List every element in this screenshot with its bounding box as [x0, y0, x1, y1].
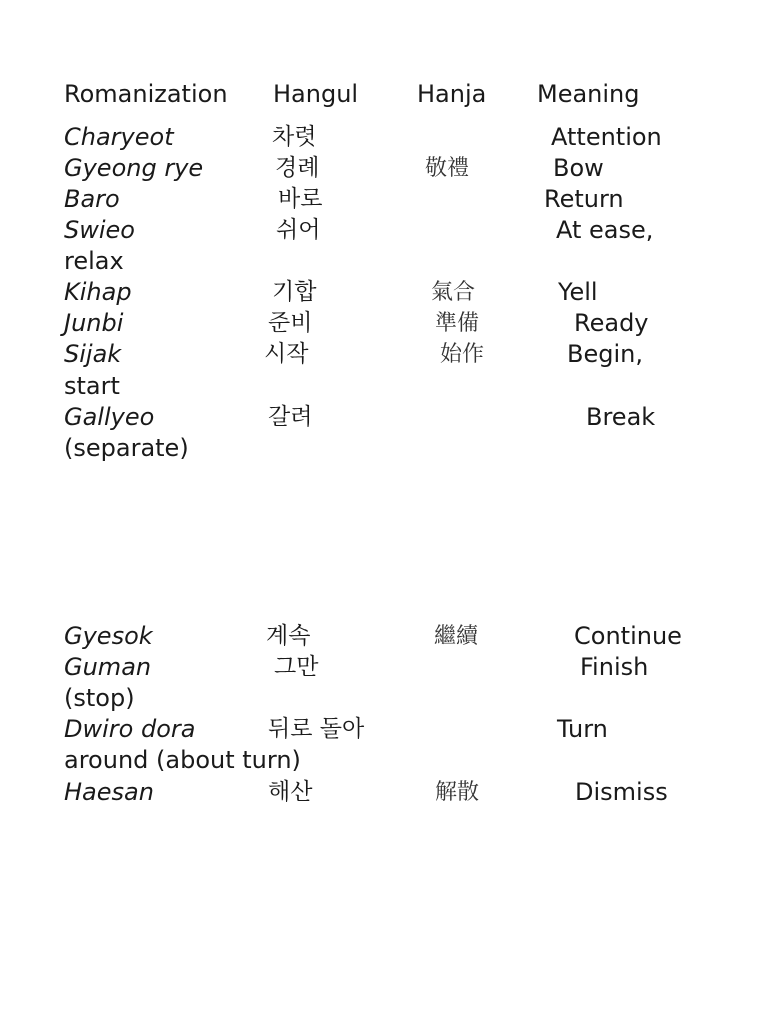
term-hangul: 차렷 — [272, 124, 317, 150]
term-hanja: 繼續 — [434, 624, 479, 649]
term-romanization: Junbi — [64, 309, 124, 337]
table-row — [0, 308, 768, 339]
table-row — [0, 184, 768, 215]
term-meaning: Dismiss — [575, 778, 668, 806]
header-romanization: Romanization — [64, 80, 228, 108]
term-hangul: 쉬어 — [276, 217, 321, 243]
term-hanja: 準備 — [435, 311, 480, 336]
term-meaning: Yell — [558, 278, 598, 306]
term-romanization: Guman — [64, 653, 152, 681]
term-hangul: 해산 — [268, 779, 313, 805]
table-row — [0, 402, 768, 433]
term-romanization: Kihap — [64, 278, 132, 306]
table-row — [0, 339, 768, 370]
term-meaning: Begin, — [567, 340, 643, 368]
term-hangul: 갈려 — [268, 404, 313, 430]
table-header — [0, 79, 768, 110]
term-meaning: Attention — [551, 123, 662, 151]
term-romanization: Dwiro dora — [64, 715, 196, 743]
term-meaning: Ready — [574, 309, 649, 337]
term-meaning: Break — [586, 403, 656, 431]
term-romanization: Swieo — [64, 216, 135, 244]
table-row-continuation — [0, 683, 768, 714]
term-meaning: Bow — [553, 154, 604, 182]
table-row — [0, 621, 768, 652]
table-row — [0, 215, 768, 246]
table-row — [0, 714, 768, 745]
term-romanization: Charyeot — [64, 123, 174, 151]
table-row — [0, 153, 768, 184]
term-hangul: 그만 — [274, 654, 319, 680]
term-meaning: Finish — [580, 653, 649, 681]
table-row — [0, 777, 768, 808]
term-meaning-continued: around (about turn) — [64, 746, 301, 774]
header-hanja: Hanja — [417, 80, 487, 108]
term-hanja: 氣合 — [431, 280, 476, 305]
table-row — [0, 652, 768, 683]
term-hangul: 시작 — [264, 341, 309, 367]
term-hangul: 준비 — [268, 310, 313, 336]
term-hanja: 解散 — [435, 780, 480, 805]
term-hangul: 계속 — [266, 623, 311, 649]
term-meaning-continued: relax — [64, 247, 124, 275]
term-romanization: Gallyeo — [64, 403, 155, 431]
table-row-continuation — [0, 745, 768, 776]
term-hangul: 뒤로 돌아 — [268, 716, 365, 742]
term-meaning: Turn — [557, 715, 608, 743]
term-romanization: Sijak — [64, 340, 122, 368]
table-row-continuation — [0, 246, 768, 277]
term-meaning: Return — [544, 185, 624, 213]
term-meaning: At ease, — [556, 216, 654, 244]
term-hangul: 경례 — [275, 155, 320, 181]
term-meaning-continued: start — [64, 372, 120, 400]
term-meaning-continued: (separate) — [64, 434, 189, 462]
term-romanization: Gyeong rye — [64, 154, 204, 182]
table-row-continuation — [0, 433, 768, 464]
table-row — [0, 277, 768, 308]
term-romanization: Haesan — [64, 778, 154, 806]
header-hangul: Hangul — [273, 80, 359, 108]
term-meaning-continued: (stop) — [64, 684, 135, 712]
term-hangul: 바로 — [278, 186, 323, 212]
term-romanization: Gyesok — [64, 622, 153, 650]
header-meaning: Meaning — [537, 80, 640, 108]
table-row — [0, 122, 768, 153]
term-hanja: 敬禮 — [425, 156, 470, 181]
table-row-continuation — [0, 371, 768, 402]
term-hanja: 始作 — [440, 342, 485, 367]
term-hangul: 기합 — [272, 279, 317, 305]
term-romanization: Baro — [64, 185, 120, 213]
term-meaning: Continue — [574, 622, 682, 650]
